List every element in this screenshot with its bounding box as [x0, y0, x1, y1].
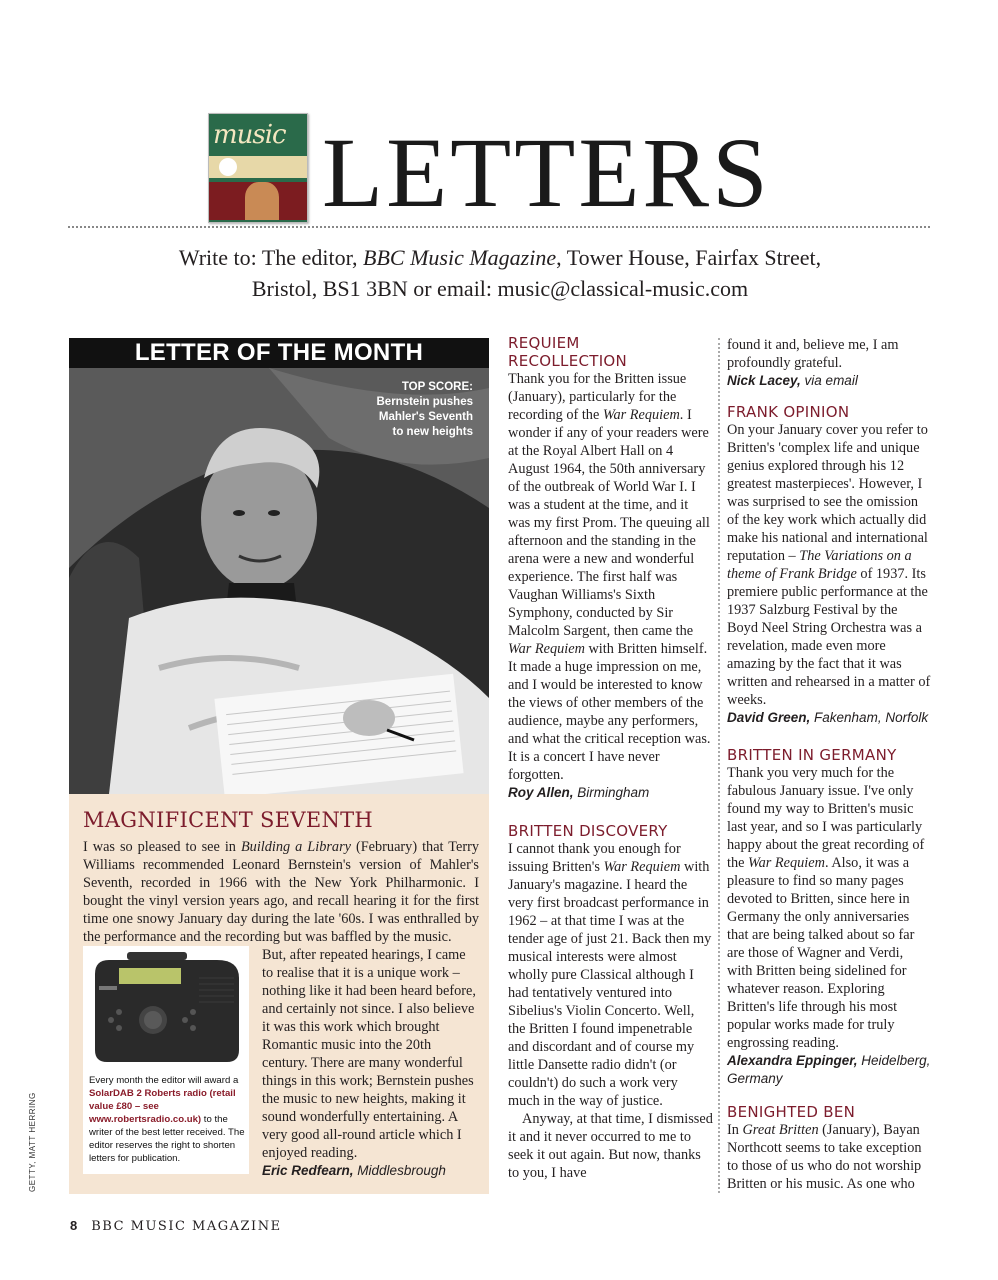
- intro-text-1: I was so pleased to see in: [83, 839, 241, 855]
- photo-caption-label: TOP SCORE:: [401, 381, 473, 393]
- text: I cannot thank you enough for issuing Britten's: [508, 841, 681, 875]
- signature-place: Fakenham, Norfolk: [810, 710, 929, 725]
- intro-italic: Building a Library: [240, 839, 351, 855]
- text: In: [727, 1122, 743, 1138]
- signature-place: Birmingham: [573, 785, 650, 800]
- address-block: [100, 242, 900, 304]
- prize-caption-text-2: to the writer of the best letter received. The editor reserves the right to shorten letters for publication.: [89, 1114, 245, 1164]
- text: with January's magazine. I heard the very first broadcast performance in 1962 – at that time I was at the tender age of just 21. Back then my musical interests were almost wholly pure Classical although I had tentatively ventured into Sibelius's Violin Concerto. Well, the Britten I found impenetrable and discordant and of course my little Dansette radio didn't (or couldn't) do such a work very much in the way of justice.: [508, 859, 712, 1109]
- prize-caption-bold: SolarDAB 2 Roberts radio (retail value £80 – see www.robertsradio.co.uk): [89, 1088, 236, 1125]
- text: Thank you for the Britten issue (January), particularly for the recording of the: [508, 371, 687, 423]
- text: On your January cover you refer to Britten's 'complex life and unique genius explored through his 12 greatest masterpieces'. However, I was surprised to see the omission of the key work which actually did make his national and international reputation –: [727, 422, 928, 564]
- prize-caption-text-1: Every month the editor will award a: [89, 1075, 239, 1086]
- letter-heading-requiem: [508, 334, 713, 370]
- signature-name: Nick Lacey,: [727, 373, 801, 388]
- letter-body-frank: [727, 421, 932, 709]
- letter-heading-discovery: BRITTEN DISCOVERY: [508, 822, 668, 840]
- letter-signature-frank: [727, 709, 932, 727]
- text: of 1937. Its premiere public performance at the 1937 Salzburg Festival by the Boyd Neel String Orchestra was a revelation, made even more amazing by the fact that it was written and rehearsed in a matter of weeks.: [727, 566, 931, 708]
- text: Thank you very much for the fabulous January issue. I've only found my way to Britten's music last year, and so I was particularly happy about the great recording of the: [727, 765, 925, 871]
- letters-column-3: [727, 336, 932, 1193]
- italic-text: War Requiem: [603, 859, 681, 875]
- signature-name: Eric Redfearn,: [262, 1163, 354, 1178]
- cover-logo: music: [213, 120, 286, 150]
- address-line1-post: , Tower House, Fairfax Street,: [556, 245, 822, 270]
- photo-credit: GETTY, MATT HERRING: [28, 1092, 37, 1192]
- signature-place: Heidelberg, Germany: [727, 1053, 931, 1086]
- letter-of-month-banner: LETTER OF THE MONTH: [69, 338, 489, 368]
- photo-caption-line-1: Bernstein pushes: [376, 396, 473, 408]
- letter-of-month-signature: [262, 1162, 480, 1180]
- address-line1-pre: Write to: The editor,: [178, 245, 364, 270]
- photo-caption-line-3: to new heights: [392, 426, 473, 438]
- photo-caption-line-2: Mahler's Seventh: [378, 411, 473, 423]
- letter-body-discovery-cont: found it and, believe me, I am profoundly grateful.: [727, 337, 899, 371]
- italic-text: War Requiem: [602, 407, 680, 423]
- letter-signature-discovery: [727, 372, 932, 390]
- text: (January), Bayan Northcott seems to take exception to those of us who do not worship Britten or his music. As one who: [727, 1122, 922, 1192]
- address-line2: Bristol, BS1 3BN or email: music@classical-music.com: [251, 276, 749, 301]
- prize-box: [83, 946, 249, 1174]
- letter-body-requiem: [508, 370, 713, 784]
- letter-signature-germany: [727, 1052, 932, 1088]
- letter-heading-frank: FRANK OPINION: [727, 403, 850, 421]
- letter-heading-requiem-line-1: REQUIEM: [508, 334, 580, 352]
- intro-text-2: (February) that Terry Williams recommended Leonard Bernstein's version of Mahler's Seventh, recorded in 1966 with the New York Philharmonic. I bought the vinyl version years ago, and recall hearing it for the first time one snowy January day during the late '60s. I was enthralled by the performance and the recording but was baffled by the music.: [83, 839, 479, 945]
- letter-signature-requiem: [508, 784, 713, 802]
- letter-of-month-intro: [83, 838, 479, 946]
- page-footer: [70, 1218, 282, 1234]
- bernstein-photo: [69, 368, 489, 794]
- italic-text: War Requiem: [508, 641, 585, 657]
- letter-of-month-heading: MAGNIFICENT SEVENTH: [83, 808, 374, 832]
- italic-text: Great Britten: [742, 1122, 819, 1138]
- italic-text: War Requiem: [748, 855, 825, 871]
- signature-place: Middlesbrough: [353, 1163, 446, 1178]
- radio-image: [89, 950, 243, 1068]
- signature-name: Alexandra Eppinger,: [727, 1053, 858, 1068]
- column-divider: [718, 338, 720, 1193]
- letter-body-benighted: [727, 1121, 932, 1193]
- header-divider: [68, 226, 930, 228]
- letter-heading-germany: BRITTEN IN GERMANY: [727, 746, 897, 764]
- page-number: 8: [70, 1218, 78, 1233]
- magazine-cover-thumbnail: [208, 113, 308, 223]
- letters-column-2: [508, 334, 713, 1182]
- letter-heading-benighted: BENIGHTED BEN: [727, 1103, 856, 1121]
- letter-heading-requiem-line-2: RECOLLECTION: [508, 352, 628, 370]
- signature-name: Roy Allen,: [508, 785, 574, 800]
- italic-text: The Variations on a theme of Frank Bridge: [727, 548, 912, 582]
- text: . I wonder if any of your readers were at the Royal Albert Hall on 4 August 1964, the 50th anniversary of the outbreak of World War I. I was a student at the time, and it was my first Prom. The queuing all afternoon and the standing in the arena were a new and wonderful experience. The first half was Vaughan Williams's Sixth Symphony, conducted by Sir Malcolm Sargent, then came the: [508, 407, 710, 639]
- footer-magazine-name: BBC MUSIC MAGAZINE: [91, 1219, 282, 1234]
- letter-of-month-body-text: But, after repeated hearings, I came to realise that it is a unique work – nothing like it had been heard before, and certainly not since. I also believe it was this work which brought Romantic music into the 20th century. There are many wonderful things in this work; Bernstein pushes the music to new heights, making it sound wonderfully entertaining. A very good all-round article which I enjoyed reading.: [262, 947, 476, 1161]
- letter-body-discovery-para2: Anyway, at that time, I dismissed it and it never occurred to me to seek it out again. But now, thanks to you, I have: [508, 1111, 713, 1181]
- letter-of-month-body: [262, 946, 480, 1180]
- address-magazine-name: BBC Music Magazine: [363, 245, 557, 270]
- letter-body-germany: [727, 764, 932, 1052]
- letter-body-discovery: [508, 840, 713, 1110]
- page-title: LETTERS: [322, 117, 771, 228]
- photo-caption: [377, 380, 474, 440]
- signature-name: David Green,: [727, 710, 811, 725]
- text: . Also, it was a pleasure to find so many pages devoted to Britten, since here in Germany the only anniversaries that are being talked about so far are those of Wagner and Verdi, with Britten being sidelined for whatever reason. Exploring Britten's life through his most popular works made for truly engrossing reading.: [727, 855, 915, 1051]
- signature-place: via email: [800, 373, 858, 388]
- prize-caption: [89, 1074, 245, 1165]
- text: with Britten himself. It made a huge impression on me, and I would be interested to know the views of other members of the audience, maybe any performers, and what the critical reception was. It is a concert I have never forgotten.: [508, 641, 711, 783]
